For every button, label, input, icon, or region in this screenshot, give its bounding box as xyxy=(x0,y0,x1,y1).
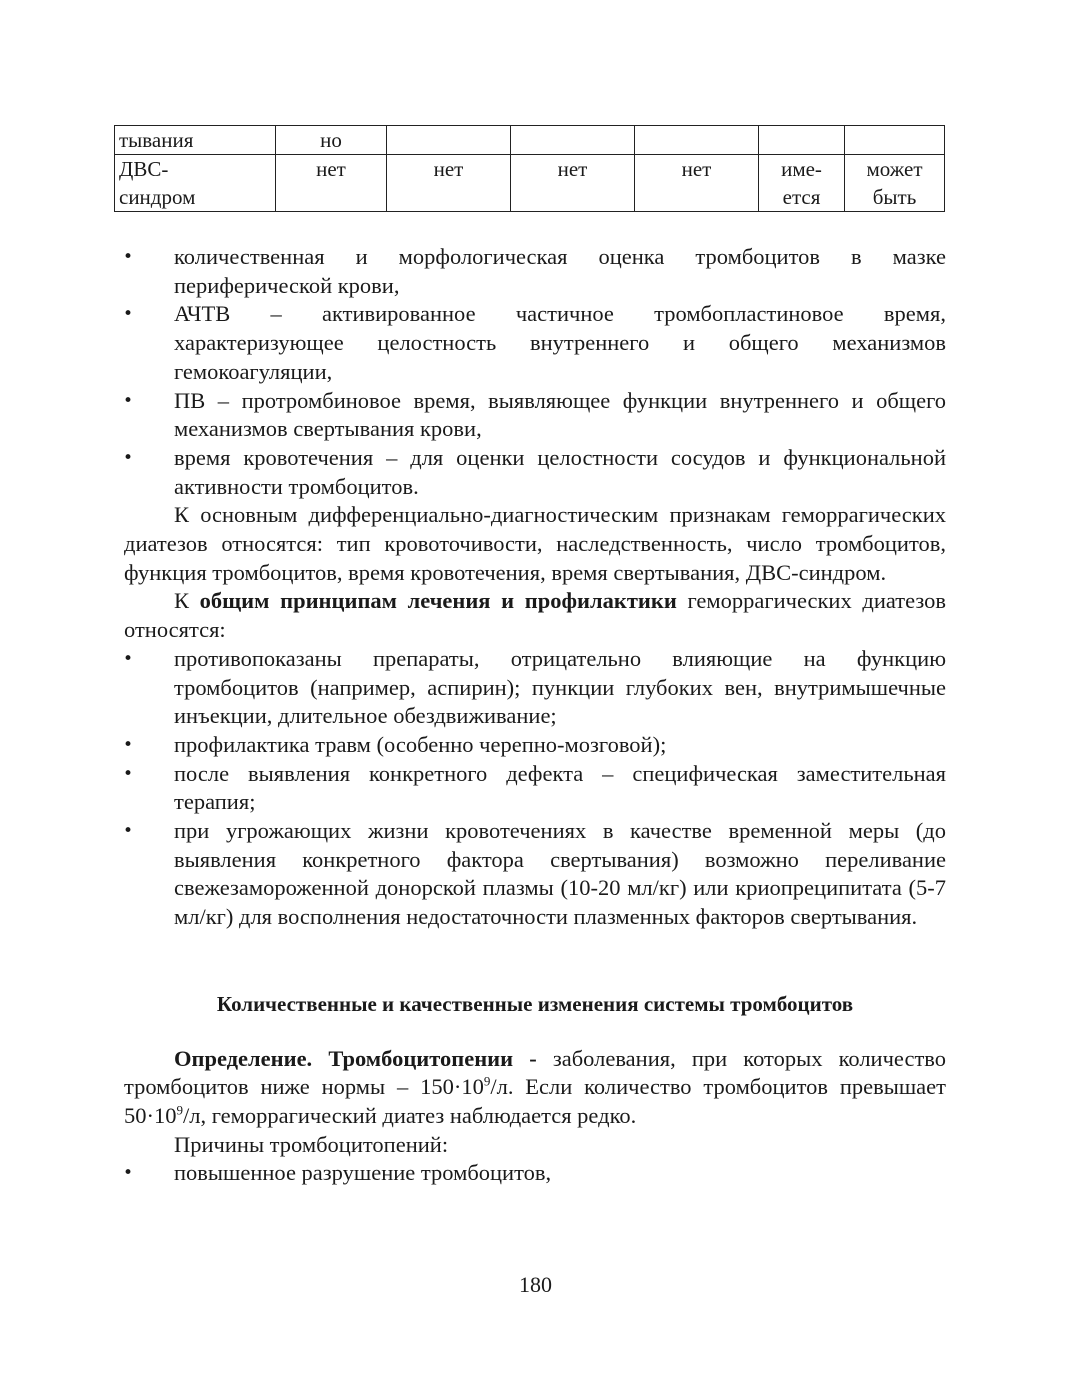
page-number: 180 xyxy=(519,1272,552,1297)
table-cell xyxy=(635,126,759,155)
body-text xyxy=(124,243,946,1188)
table-cell xyxy=(387,126,511,155)
list-item: • после выявления конкретного дефекта – специфическая заместительная терапия; xyxy=(124,760,946,817)
list-item: • повышенное разрушение тромбоцитов, xyxy=(124,1159,946,1188)
list-item: • при угрожающих жизни кровотечениях в качестве временной меры (до выявления конкретного фактора свертывания) возможно переливание свежезамороженной донорской плазмы (10-20 мл/кг) или криопреципитата (5-7 мл/кг) для восполнения недостаточности плазменных факторов свертывания. xyxy=(124,817,946,932)
lab-tests-list xyxy=(124,243,946,501)
list-item: • ПВ – протромбиновое время, выявляющее функции внутреннего и общего механизмов свертывания крови, xyxy=(124,387,946,444)
table-cell: ДВС- синдром xyxy=(115,155,276,212)
causes-label: Причины тромбоцитопений: xyxy=(174,1131,449,1157)
table-cell: нет xyxy=(276,155,387,212)
principles-bold: общим принципам лечения и профилактики xyxy=(199,588,677,614)
causes-list xyxy=(124,1159,946,1188)
table-cell xyxy=(511,126,635,155)
table-cell: может быть xyxy=(845,155,945,212)
table-cell: тывания xyxy=(115,126,276,155)
definition-text-3: /л, геморрагический диатез наблюдается редко. xyxy=(183,1102,637,1128)
definition-bold: Определение. Тромбоцитопении - xyxy=(174,1045,537,1071)
list-item: • время кровотечения – для оценки целостности сосудов и функциональной активности тромбоцитов. xyxy=(124,444,946,501)
list-item: • АЧТВ – активированное частичное тромбопластиновое время, характеризующее целостность внутреннего и общего механизмов гемокоагуляции, xyxy=(124,300,946,386)
continued-table xyxy=(114,125,945,212)
section-heading: Количественные и качественные изменения системы тромбоцитов xyxy=(216,991,854,1016)
table-cell xyxy=(759,126,845,155)
diagnostic-paragraph: К основным дифференциально-диагностическим признакам геморрагических диатезов относятся: тип кровоточивости, наследственность, число тромбоцитов, функция тромбоцитов, время кровотечения, время свертывания, ДВС-синдром. xyxy=(124,502,946,585)
list-item: • противопоказаны препараты, отрицательно влияющие на функцию тромбоцитов (например, аспирин); пункции глубоких вен, внутримышечные инъекции, длительное обездвиживание; xyxy=(124,645,946,731)
table-row xyxy=(115,155,945,212)
treatment-principles-list xyxy=(124,645,946,932)
principles-paragraph xyxy=(124,587,946,644)
definition-text-2: /л. Если количество тромбоцитов превышает 50·10 xyxy=(124,1074,946,1128)
principles-text-after: геморрагических диатезов относятся: xyxy=(124,588,946,643)
table-cell xyxy=(845,126,945,155)
definition-paragraph xyxy=(124,1045,946,1131)
list-item: • количественная и морфологическая оценка тромбоцитов в мазке периферической крови, xyxy=(124,243,946,300)
definition-exponent-1: 9 xyxy=(483,1073,491,1089)
table-cell: но xyxy=(276,126,387,155)
principles-text-before: К xyxy=(174,588,200,614)
definition-exponent-2: 9 xyxy=(176,1102,183,1118)
table-row xyxy=(115,126,945,155)
table-cell: нет xyxy=(511,155,635,212)
list-item: • профилактика травм (особенно черепно-мозговой); xyxy=(124,731,946,760)
table-cell: нет xyxy=(387,155,511,212)
table-cell: нет xyxy=(635,155,759,212)
table-cell: име- ется xyxy=(759,155,845,212)
definition-text-1: заболевания, при которых количество тромбоцитов ниже нормы – 150·10 xyxy=(124,1045,946,1100)
